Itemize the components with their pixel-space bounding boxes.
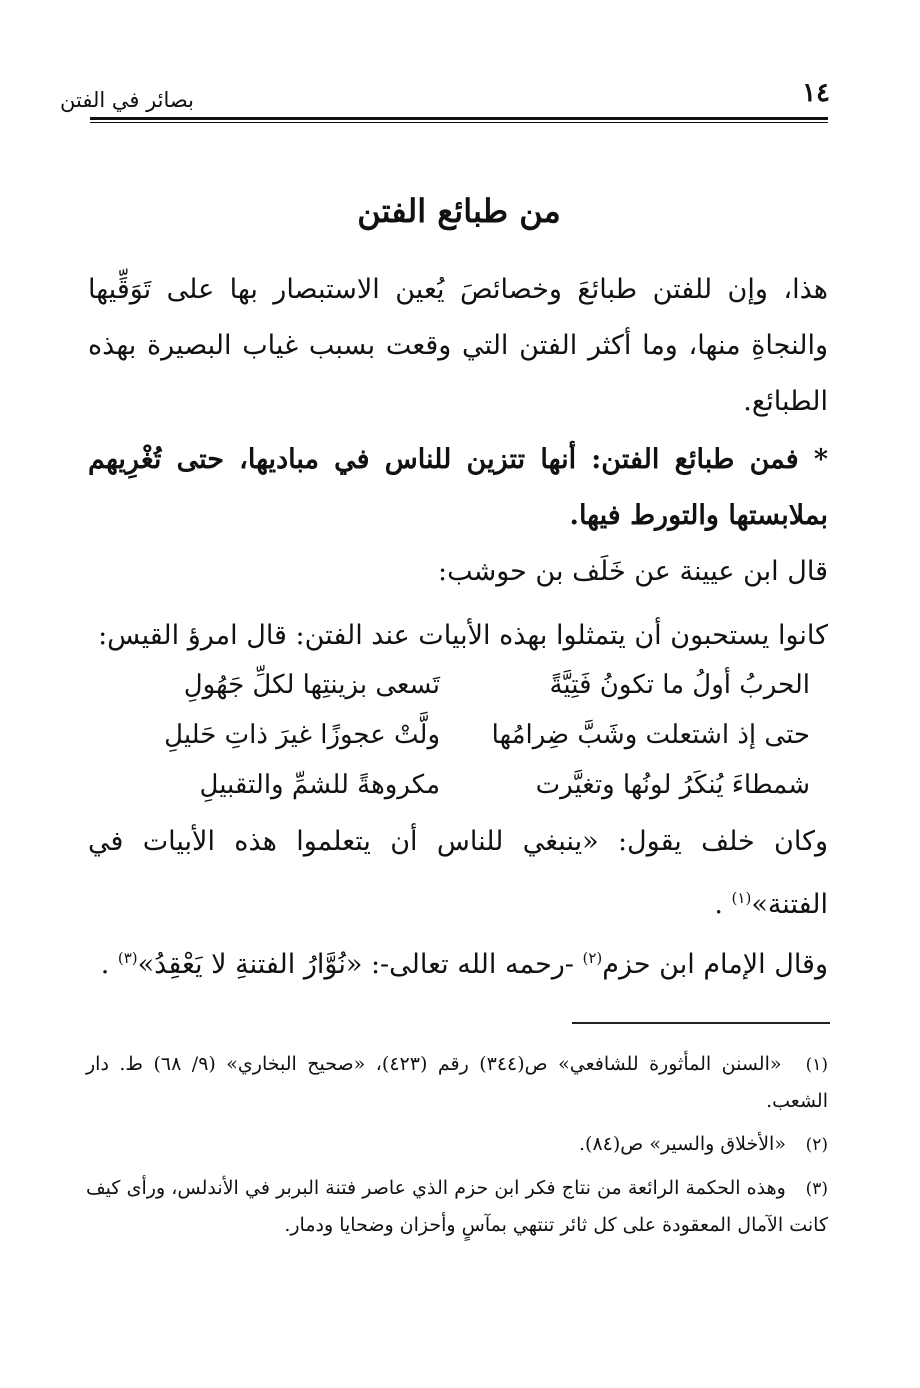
footnote-ref: (١) — [731, 889, 752, 907]
verse-first-hemistich: شمطاءَ يُنكَرُ لونُها وتغيَّرت — [535, 770, 810, 800]
poem-intro: كانوا يستحبون أن يتمثلوا بهذه الأبيات عند الفتن: قال امرؤ القيس: — [98, 620, 828, 651]
point-paragraph: * فمن طبائع الفتن: أنها تتزين للناس في مباديها، حتى تُغْرِيهم بملابستها والتورط فيها. — [88, 444, 828, 531]
verse-second-hemistich: ولَّتْ عجوزًا غيرَ ذاتِ حَليلِ — [164, 720, 440, 750]
verse-line — [90, 720, 810, 768]
running-title: بصائر في الفتن — [60, 88, 194, 112]
ibn-hazm-quote: -رحمه الله تعالى-: «نُوَّارُ الفتنةِ لا يَعْقِدُ» — [137, 949, 583, 980]
page-number: ١٤ — [802, 78, 830, 108]
footnote-2 — [86, 1126, 828, 1163]
verse-second-hemistich: مكروهةً للشمِّ والتقبيلِ — [199, 770, 440, 800]
footnote-text: وهذه الحكمة الرائعة من نتاج فكر ابن حزم الذي عاصر فتنة البربر في الأندلس، ورأى كيف كانت الآمال المعقودة على كل ثائر تنتهي بمآسٍ وأحزان وضحايا ودمار. — [86, 1177, 828, 1236]
verse-line — [90, 770, 810, 818]
header-rule-thin — [90, 122, 828, 123]
khalaf-text: وكان خلف يقول: «ينبغي للناس أن يتعلموا هذه الأبيات في الفتنة» — [88, 826, 828, 920]
footnote-text: «السنن المأثورة للشافعي» ص(٣٤٤) رقم (٤٢٣)، «صحيح البخاري» (٩/ ٦٨) ط. دار الشعب. — [86, 1053, 828, 1112]
verse-line — [90, 670, 810, 718]
verse-first-hemistich: الحربُ أولُ ما تكونُ فَتِيَّةً — [549, 670, 810, 700]
footnote-number: (٣) — [805, 1179, 828, 1199]
footnote-number: (١) — [805, 1055, 828, 1075]
footnote-3 — [86, 1170, 828, 1243]
footnote-number: (٢) — [805, 1135, 828, 1155]
verse-first-hemistich: حتى إذ اشتعلت وشَبَّ ضِرامُها — [491, 720, 810, 750]
footnote-ref: (٢) — [582, 949, 603, 967]
ibn-hazm-paragraph — [88, 930, 828, 993]
ibn-hazm-text: وقال الإمام ابن حزم — [602, 949, 828, 980]
footnote-ref: (٣) — [117, 949, 138, 967]
khalaf-paragraph — [88, 814, 828, 933]
header-rule — [90, 117, 828, 120]
quote-intro: قال ابن عيينة عن خَلَف بن حوشب: — [437, 556, 828, 587]
intro-paragraph: هذا، وإن للفتن طبائعَ وخصائصَ يُعين الاستبصار بها على تَوَقِّيها والنجاةِ منها، وما أكثر الفتن التي وقعت بسبب غياب البصيرة بهذه الطبائع. — [88, 274, 828, 417]
footnote-text: «الأخلاق والسير» ص(٨٤). — [579, 1133, 786, 1155]
section-heading: من طبائع الفتن — [357, 192, 561, 230]
verse-second-hemistich: تَسعى بزينتِها لكلِّ جَهُولِ — [183, 670, 440, 700]
footnote-separator — [572, 1022, 830, 1024]
footnote-1 — [86, 1046, 828, 1119]
sentence-end: . — [100, 949, 118, 980]
sentence-end: . — [714, 889, 732, 920]
